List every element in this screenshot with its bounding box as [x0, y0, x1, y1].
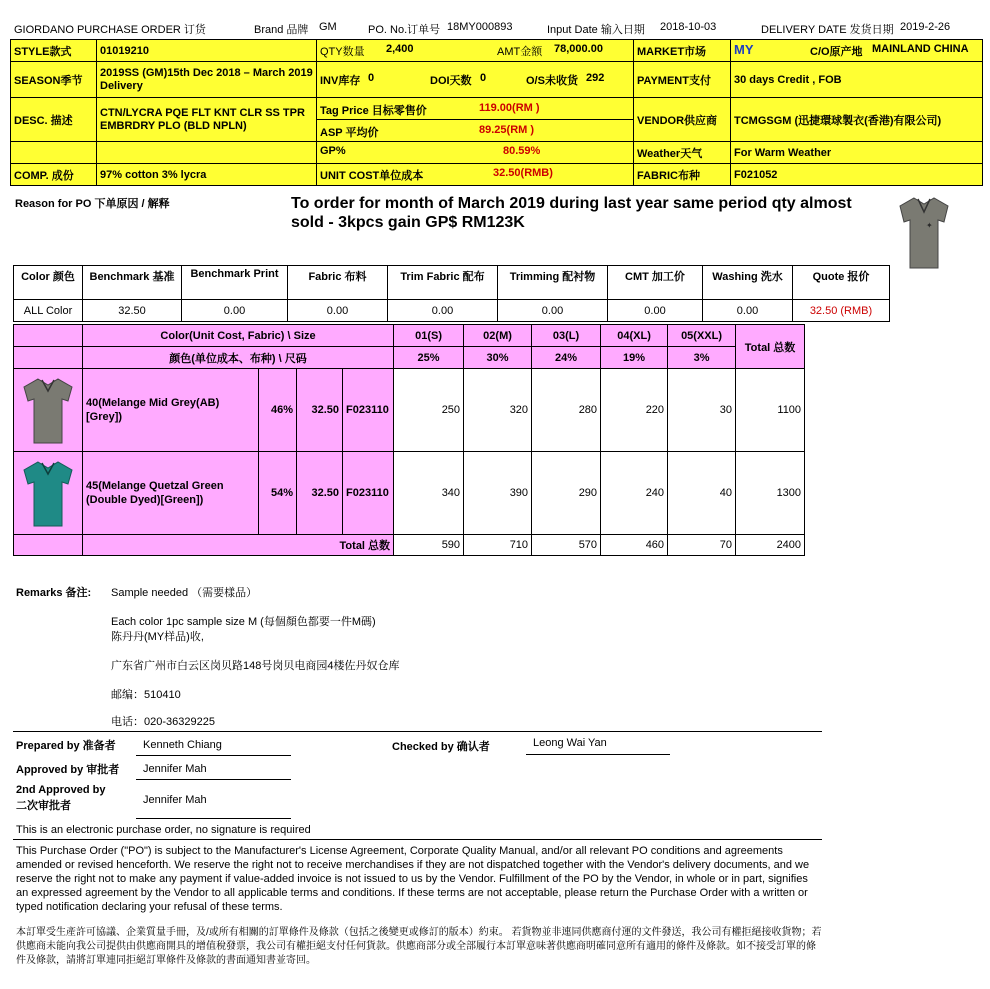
po-label: PO. No.订单号 [368, 24, 441, 36]
order-info-table [10, 39, 983, 186]
cost-value-row [14, 300, 890, 322]
approved-label: Approved by 审批者 [16, 764, 120, 776]
empty-cell [97, 142, 317, 164]
qty-cell: 40 [668, 452, 736, 535]
remarks-line: Sample needed （需要樣品） [111, 587, 258, 599]
inv-doi-os-cell [317, 62, 634, 98]
remarks-line: Each color 1pc sample size M (每個顏色都要一件M碼) [111, 616, 376, 628]
electronic-note: This is an electronic purchase order, no signature is required [16, 824, 311, 836]
header-blank [14, 325, 83, 347]
tag-price-label: Tag Price 目标零售价 [320, 105, 427, 117]
signature-line [136, 818, 291, 819]
inv-label: INV库存 [320, 74, 361, 87]
amt-value: 78,000.00 [554, 42, 603, 55]
shirt-grey-image [22, 375, 74, 445]
qty-cell: 30 [668, 369, 736, 452]
asp-value: 89.25(RM ) [479, 124, 535, 136]
cost-value-cell: 0.00 [288, 300, 388, 322]
color-name: 45(Melange Quetzal Green (Double Dyed)[Green]) [83, 452, 259, 535]
terms-english: This Purchase Order ("PO") is subject to the Manufacturer's License Agreement, Corporate Quality Manual, and/or all relevant PO conditions and agreements amended or revised henceforth. We reserve the right not to receive merchandises if they are not dispatched together with the Vendor's delivery documents, and we reserve the right not to make any payment if value-added invoice is not issued to us by the Vendor. Fulfillment of the PO by the Vendor, in whole or in part, signifies an expressed agreement by the Vendor to all applicable terms and conditions. If these terms are not acceptable, please return the Purchase Order with a written or typed notification declaring your refusal of these terms. [16, 845, 810, 913]
approved-name: Jennifer Mah [143, 763, 207, 775]
size-header: 04(XL) [601, 325, 668, 347]
checked-label: Checked by 确认者 [392, 741, 490, 753]
os-label: O/S未收货 [526, 74, 578, 87]
cost-value-cell: 32.50 [83, 300, 182, 322]
qty-cell: 240 [601, 452, 668, 535]
doi-value: 0 [480, 71, 487, 84]
row-total: 1100 [736, 369, 805, 452]
gp-cell [317, 142, 634, 164]
size-header: 03(L) [532, 325, 601, 347]
shirt-green-image [22, 458, 74, 528]
style-label: STYLE款式 [11, 40, 97, 62]
grand-total-cell: 570 [532, 535, 601, 556]
empty-cell [11, 142, 97, 164]
brand-value: GM [319, 21, 337, 33]
size-title-cn: 颜色(单位成本、布种) \ 尺码 [83, 347, 394, 369]
signature-line [526, 754, 670, 755]
amt-label: AMT金额 [497, 45, 543, 58]
fabric-value: F021052 [731, 164, 983, 186]
comp-label: COMP. 成份 [11, 164, 97, 186]
os-value: 292 [586, 71, 605, 84]
cost-header-cell: Trim Fabric 配布 [388, 266, 498, 300]
gp-value: 80.59% [503, 144, 541, 157]
qty-cell: 220 [601, 369, 668, 452]
unit-cost-cell [317, 164, 634, 186]
table-row [14, 452, 805, 535]
qty-cell: 320 [464, 369, 532, 452]
inv-value: 0 [368, 71, 375, 84]
size-header: 01(S) [394, 325, 464, 347]
total-header: Total 总数 [736, 325, 805, 369]
market-label: MARKET市场 [634, 40, 731, 62]
cost-header-cell: Trimming 配衬物 [498, 266, 608, 300]
size-title-en: Color(Unit Cost, Fabric) \ Size [83, 325, 394, 347]
approved2-name: Jennifer Mah [143, 794, 207, 806]
cost-value-cell: ALL Color [14, 300, 83, 322]
cost-header-cell: Benchmark 基准 [83, 266, 182, 300]
color-fabric: F023110 [343, 369, 394, 452]
grand-total-all: 2400 [736, 535, 805, 556]
unit-cost-value: 32.50(RMB) [493, 166, 553, 179]
qty-cell: 280 [532, 369, 601, 452]
remarks-label: Remarks 备注: [16, 587, 92, 599]
style-value: 01019210 [97, 40, 317, 62]
color-pct: 54% [259, 452, 297, 535]
reason-text-line1: To order for month of March 2019 during last year same period qty almost [291, 195, 852, 212]
weather-label: Weather天气 [634, 142, 731, 164]
weather-value: For Warm Weather [731, 142, 983, 164]
size-quantity-table [13, 324, 805, 556]
input-date: 2018-10-03 [660, 21, 717, 33]
approved2-label-cn: 二次审批者 [16, 800, 71, 812]
grand-total-row [14, 535, 805, 556]
cost-breakdown-table [13, 265, 890, 322]
tag-price-value: 119.00(RM ) [479, 102, 540, 114]
color-fabric: F023110 [343, 452, 394, 535]
cost-header-cell: Quote 报价 [793, 266, 890, 300]
season-label: SEASON季节 [11, 62, 97, 98]
qty-cell: 290 [532, 452, 601, 535]
gp-label: GP% [320, 144, 346, 157]
product-thumbnail [896, 194, 952, 270]
table-row [14, 369, 805, 452]
prepared-label: Prepared by 准备者 [16, 740, 116, 752]
input-date-label: Input Date 输入日期 [547, 24, 645, 36]
vendor-value: TCMGSGM (迅捷環球製衣(香港)有限公司) [731, 98, 983, 142]
grand-total-label: Total 总数 [83, 535, 394, 556]
color-pct: 46% [259, 369, 297, 452]
size-ratio: 25% [394, 347, 464, 369]
qty-value: 2,400 [386, 42, 414, 55]
season-value: 2019SS (GM)15th Dec 2018 – March 2019 Delivery [97, 62, 317, 98]
signature-line [136, 779, 291, 780]
size-ratio: 24% [532, 347, 601, 369]
signature-line [136, 755, 291, 756]
size-header: 05(XXL) [668, 325, 736, 347]
approved2-label: 2nd Approved by [16, 784, 106, 796]
cost-value-cell: 0.00 [703, 300, 793, 322]
comp-value: 97% cotton 3% lycra [97, 164, 317, 186]
grand-total-cell: 460 [601, 535, 668, 556]
origin-label: C/O原产地 [810, 45, 863, 58]
size-ratio: 30% [464, 347, 532, 369]
cost-header-cell: CMT 加工价 [608, 266, 703, 300]
reason-text-line2: sold - 3kpcs gain GP$ RM123K [291, 214, 525, 231]
remarks-line: 电话：020-36329225 [111, 716, 215, 728]
po-number: 18MY000893 [447, 21, 513, 33]
grand-total-cell: 70 [668, 535, 736, 556]
origin-value: MAINLAND CHINA [872, 42, 969, 55]
cost-header-cell: Washing 洗水 [703, 266, 793, 300]
total-blank [14, 535, 83, 556]
qty-cell: 250 [394, 369, 464, 452]
svg-text:✦: ✦ [926, 221, 933, 230]
reason-label: Reason for PO 下单原因 / 解释 [15, 198, 170, 210]
prepared-name: Kenneth Chiang [143, 739, 222, 751]
cost-header-cell: Benchmark Print [182, 266, 288, 300]
color-name: 40(Melange Mid Grey(AB) [Grey]) [83, 369, 259, 452]
cost-value-cell: 0.00 [608, 300, 703, 322]
desc-value: CTN/LYCRA PQE FLT KNT CLR SS TPR EMBRDRY PLO (BLD NPLN) [97, 98, 317, 142]
market-origin-cell [731, 40, 983, 62]
cost-value-cell: 0.00 [182, 300, 288, 322]
cost-header-cell: Color 颜色 [14, 266, 83, 300]
asp-label: ASP 平均价 [320, 127, 379, 139]
payment-value: 30 days Credit , FOB [731, 62, 983, 98]
company-title: GIORDANO PURCHASE ORDER 订货 [14, 24, 206, 36]
remarks-line: 邮编：510410 [111, 689, 181, 701]
color-cost: 32.50 [297, 452, 343, 535]
size-ratio: 19% [601, 347, 668, 369]
fabric-label: FABRIC布种 [634, 164, 731, 186]
price-cell [317, 98, 634, 142]
color-swatch-cell [14, 452, 83, 535]
cost-header-row [14, 266, 890, 300]
divider [13, 839, 822, 840]
grand-total-cell: 710 [464, 535, 532, 556]
terms-chinese: 本訂單受生產許可協議、企業質量手冊，及/或所有相關的訂單條件及條款（包括之後變更或修訂的版本）約束。 若貨物並非連同供應商付運的文件發送，我公司有權拒絕接收貨物；若供應商未能向我公司提供由供應商開具的增值稅發票，我公司有權拒絕支付任何貨款。供應商部分或全部履行本訂單意味著供應商明確同意所有適用的條件及條款。如不接受訂單的條件及條款，請將訂單連同拒絕訂單條件及條款的書面通知書並寄回。 [16, 927, 822, 966]
doi-label: DOI天数 [430, 74, 472, 87]
color-cost: 32.50 [297, 369, 343, 452]
header-blank [14, 347, 83, 369]
cost-header-cell: Fabric 布料 [288, 266, 388, 300]
remarks-line: 陈丹丹(MY样品)收, [111, 631, 204, 643]
desc-label: DESC. 描述 [11, 98, 97, 142]
market-value: MY [734, 41, 754, 57]
checked-name: Leong Wai Yan [533, 737, 607, 749]
delivery-date-label: DELIVERY DATE 发货日期 [761, 24, 894, 36]
qty-amt-cell [317, 40, 634, 62]
vendor-label: VENDOR供应商 [634, 98, 731, 142]
divider [13, 731, 822, 732]
qty-label: QTY数量 [320, 45, 365, 58]
cost-value-cell: 0.00 [388, 300, 498, 322]
size-header: 02(M) [464, 325, 532, 347]
unit-cost-label: UNIT COST单位成本 [320, 169, 424, 182]
delivery-date: 2019-2-26 [900, 21, 951, 33]
quote-value: 32.50 (RMB) [793, 300, 890, 322]
cost-value-cell: 0.00 [498, 300, 608, 322]
remarks-line: 广东省广州市白云区岗贝路148号岗贝电商园4楼佐丹奴仓库 [111, 660, 400, 672]
qty-cell: 390 [464, 452, 532, 535]
size-ratio: 3% [668, 347, 736, 369]
brand-label: Brand 品牌 [254, 24, 309, 36]
color-swatch-cell [14, 369, 83, 452]
grand-total-cell: 590 [394, 535, 464, 556]
row-total: 1300 [736, 452, 805, 535]
payment-label: PAYMENT支付 [634, 62, 731, 98]
qty-cell: 340 [394, 452, 464, 535]
